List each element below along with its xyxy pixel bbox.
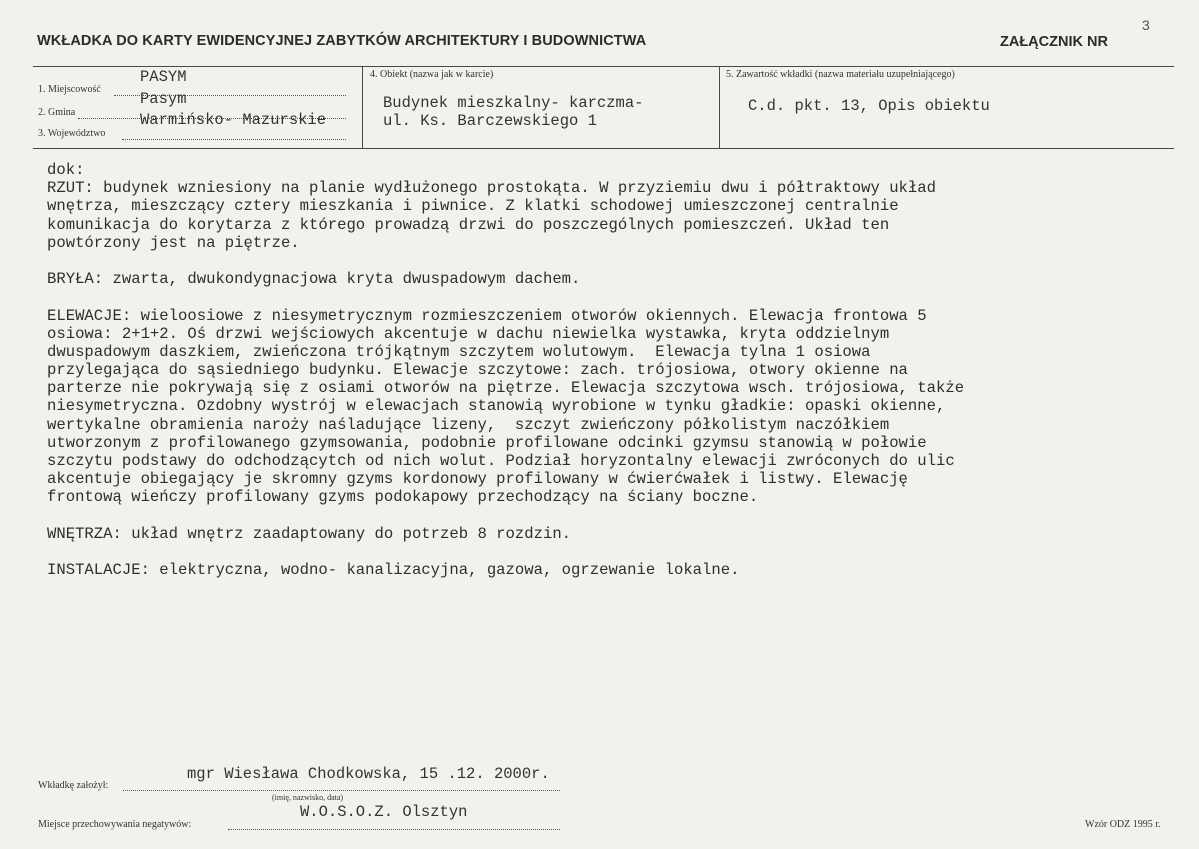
text-line: wnętrza, mieszczący cztery mieszkania i piwnice. Z klatki schodowej umieszczonej centralnie: [47, 197, 899, 216]
text-line: dok:: [47, 161, 85, 179]
locality-label: 1. Miejscowość: [38, 84, 101, 95]
blank-line: [47, 543, 1167, 561]
contents-label: 5. Zawartość wkładki (nazwa materiału uzupełniającego): [726, 69, 955, 80]
voivodeship-label: 3. Województwo: [38, 128, 106, 139]
voivodeship-dots: [122, 139, 346, 140]
text-line: niesymetryczna. Ozdobny wystrój w elewacjach stanowią wyrobione w tynku gładkie: opaski okienne,: [47, 397, 946, 416]
text-line: szczytu podstawy do odchodzącytch od nich wolut. Podział horyzontalny elewacji zwróconych do ulic: [47, 452, 955, 470]
header-top-rule: [33, 66, 1174, 67]
text-line: WNĘTRZA: układ wnętrz zaadaptowany do potrzeb 8 rozdzin.: [47, 524, 572, 543]
page-number: 3: [1142, 17, 1150, 33]
form-title: WKŁADKA DO KARTY EWIDENCYJNEJ ZABYTKÓW ARCHITEKTURY I BUDOWNICTWA: [37, 33, 647, 49]
text-line: parterze nie pokrywają się z osiami otworów na piętrze. Elewacja szczytowa wsch. trójosiowa, także: [47, 379, 965, 398]
object-value-line1: Budynek mieszkalny- karczma-: [383, 94, 644, 112]
commune-value: Pasym: [140, 90, 187, 108]
text-line: przylegająca do sąsiedniego budynku. Elewacje szczytowe: zach. trójosiowa, otwory okienne na: [47, 361, 908, 380]
text-line: RZUT: budynek wzniesiony na planie wydłużonego prostokąta. W przyziemiu dwu i półtraktowy układ: [47, 179, 936, 198]
author-hint: (imię, nazwisko, data): [272, 793, 344, 802]
commune-label: 2. Gmina: [38, 107, 76, 118]
storage-dots: [228, 829, 560, 830]
attachment-label: ZAŁĄCZNIK NR: [1000, 34, 1108, 50]
voivodeship-value: Warmińsko- Mazurskie: [140, 111, 327, 129]
object-label: 4. Obiekt (nazwa jak w karcie): [370, 69, 494, 80]
contents-value: C.d. pkt. 13, Opis obiektu: [748, 97, 990, 115]
text-line: akcentuje obiegający je skromny gzyms kordonowy profilowany w ćwierćwałek i listwy. Elewację: [47, 470, 908, 489]
blank-line: [47, 288, 1167, 306]
locality-value: PASYM: [140, 68, 187, 86]
text-line: wertykalne obramienia naroży naśladujące lizeny, szczyt zwieńczony półkolistym naczółkiem: [47, 415, 890, 434]
template-note: Wzór ODZ 1995 r.: [1085, 819, 1161, 830]
author-label: Wkładkę założył:: [38, 780, 109, 791]
text-line: BRYŁA: zwarta, dwukondygnacjowa kryta dwuspadowym dachem.: [47, 270, 581, 289]
author-dots: [123, 790, 560, 791]
text-line: utworzonym z profilowanego gzymsowania, podobnie profilowane odcinki gzymsu stanowią w połowie: [47, 433, 927, 452]
author-value: mgr Wiesława Chodkowska, 15 .12. 2000r.: [187, 765, 550, 783]
storage-value: W.O.S.O.Z. Olsztyn: [300, 803, 468, 821]
storage-label: Miejsce przechowywania negatywów:: [38, 819, 192, 830]
object-value-line2: ul. Ks. Barczewskiego 1: [383, 112, 597, 130]
text-line: komunikacja do korytarza z którego prowadzą drzwi do poszczególnych pomieszczeń. Układ ten: [47, 215, 890, 234]
description-text: [47, 161, 1167, 579]
text-line: powtórzony jest na piętrze.: [47, 233, 300, 252]
blank-line: [47, 252, 1167, 270]
text-line: INSTALACJE: elektryczna, wodno- kanalizacyjna, gazowa, ogrzewanie lokalne.: [47, 561, 740, 580]
header-divider-1: [362, 66, 363, 148]
header-bottom-rule: [33, 148, 1174, 149]
text-line: dwuspadowym daszkiem, zwieńczona trójkątnym szczytem wolutowym. Elewacja tylna 1 osiowa: [47, 342, 871, 361]
text-line: ELEWACJE: wieloosiowe z niesymetrycznym rozmieszczeniem otworów okiennych. Elewacja frontowa 5: [47, 306, 927, 325]
text-line: osiowa: 2+1+2. Oś drzwi wejściowych akcentuje w dachu niewielka wystawka, kryta oddzielnym: [47, 324, 890, 343]
text-line: frontową wieńczy profilowany gzyms podokapowy przechodzący na ściany boczne.: [47, 488, 759, 507]
header-divider-2: [719, 66, 720, 148]
blank-line: [47, 507, 1167, 525]
